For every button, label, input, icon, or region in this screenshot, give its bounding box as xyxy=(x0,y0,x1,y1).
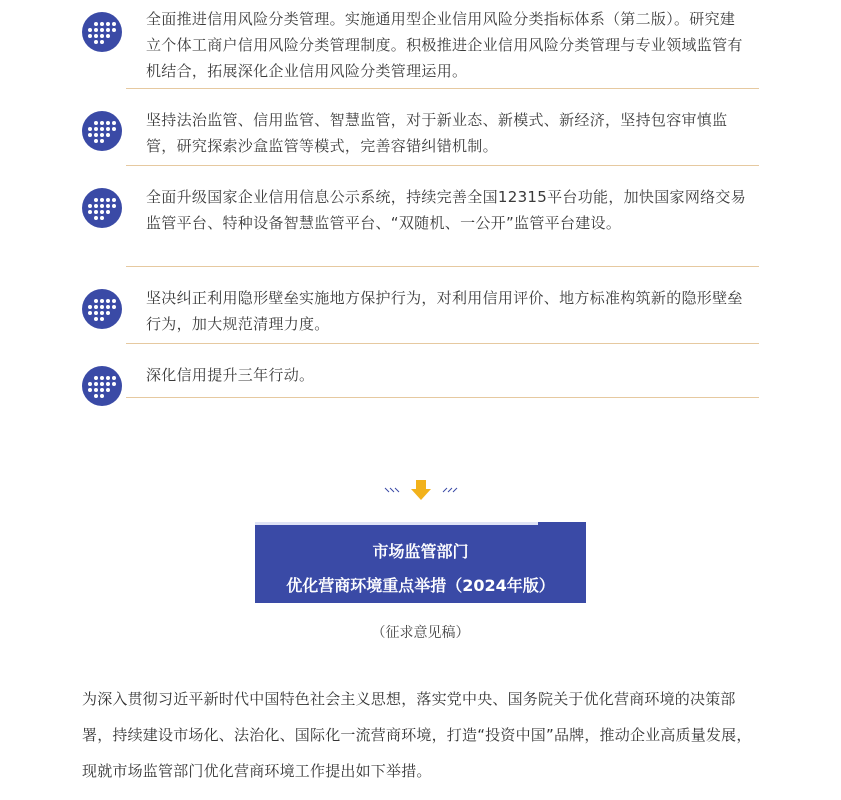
intro-paragraph: 为深入贯彻习近平新时代中国特色社会主义思想，落实党中央、国务院关于优化营商环境的决策部署，持续建设市场化、法治化、国际化一流营商环境，打造“投资中国”品牌，推动企业高质量发展，现就市场监管部门优化营商环境工作提出如下举措。 xyxy=(82,690,752,780)
section-title-box xyxy=(255,522,586,603)
list-item xyxy=(82,166,759,267)
dots-grid-icon xyxy=(82,188,122,228)
list-item xyxy=(82,0,759,89)
dots-grid-icon xyxy=(82,12,122,52)
dots-grid-icon xyxy=(82,366,122,406)
section-title-line2: 优化营商环境重点举措（2024年版） xyxy=(286,576,555,595)
section-separator xyxy=(0,478,841,502)
down-arrow-icon xyxy=(381,478,461,502)
list-item xyxy=(82,89,759,166)
list-item xyxy=(82,267,759,344)
item-text: 全面推进信用风险分类管理。实施通用型企业信用风险分类指标体系（第二版）。研究建立个体工商户信用风险分类管理制度。积极推进企业信用风险分类管理与专业领域监管有机结合，拓展深化企业信用风险分类管理运用。 xyxy=(146,10,743,80)
item-text: 全面升级国家企业信用信息公示系统，持续完善全国12315平台功能，加快国家网络交易监管平台、特种设备智慧监管平台、“双随机、一公开”监管平台建设。 xyxy=(146,188,747,232)
dots-grid-icon xyxy=(82,289,122,329)
item-text: 深化信用提升三年行动。 xyxy=(146,366,315,384)
list-item xyxy=(82,344,759,398)
item-text: 坚决纠正利用隐形壁垒实施地方保护行为，对利用信用评价、地方标准构筑新的隐形壁垒行为，加大规范清理力度。 xyxy=(146,289,743,333)
section-title-line1: 市场监管部门 xyxy=(372,542,469,561)
title-accent-bar xyxy=(538,522,586,525)
dots-grid-icon xyxy=(82,111,122,151)
divider xyxy=(126,397,759,398)
item-text: 坚持法治监管、信用监管、智慧监管，对于新业态、新模式、新经济，坚持包容审慎监管，研究探索沙盒监管等模式，完善容错纠错机制。 xyxy=(146,111,728,155)
draft-subtitle: （征求意见稿） xyxy=(371,625,470,641)
